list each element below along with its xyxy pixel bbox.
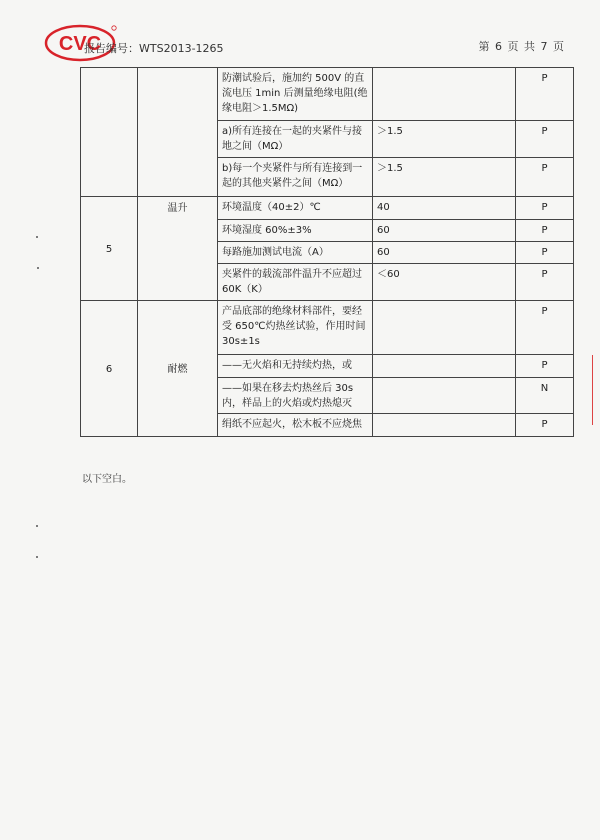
result-cell: N [516, 378, 574, 414]
requirement-cell: 产品底部的绝缘材料部件，要经受 650℃灼热丝试验，作用时间 30s±1s [218, 301, 373, 355]
result-cell: P [516, 242, 574, 264]
requirement-cell: 夹紧件的载流部件温升不应超过 60K（K） [218, 264, 373, 301]
measured-cell: ＜60 [373, 264, 516, 301]
item-number-cell [81, 68, 138, 197]
measured-cell: 60 [373, 220, 516, 242]
scan-speck [36, 525, 38, 527]
margin-mark [592, 355, 593, 425]
requirement-cell: 防潮试验后，施加约 500V 的直流电压 1min 后测量绝缘电阻(绝缘电阻＞1.5MΩ) [218, 68, 373, 121]
scan-speck [36, 556, 38, 558]
requirement-cell: ——无火焰和无持续灼热，或 [218, 355, 373, 378]
report-number: 报告编号：WTS2013-1265 [84, 42, 224, 55]
item-name-cell: 耐燃 [138, 301, 218, 437]
result-cell: P [516, 158, 574, 197]
measured-cell [373, 378, 516, 414]
requirement-cell: a)所有连接在一起的夹紧件与接地之间（MΩ） [218, 121, 373, 158]
result-cell: P [516, 68, 574, 121]
test-results-table [80, 67, 574, 437]
item-name-cell: 温升 [138, 197, 218, 301]
blank-below-note: 以下空白。 [82, 474, 132, 485]
measured-cell: ＞1.5 [373, 121, 516, 158]
result-cell: P [516, 355, 574, 378]
measured-cell: 60 [373, 242, 516, 264]
page-number: 第 6 页 共 7 页 [478, 40, 564, 53]
result-cell: P [516, 414, 574, 437]
result-cell: P [516, 197, 574, 220]
result-cell: P [516, 264, 574, 301]
table-row [81, 197, 574, 220]
measured-cell [373, 301, 516, 355]
measured-cell: 40 [373, 197, 516, 220]
result-cell: P [516, 121, 574, 158]
logo-text: CVC [58, 33, 102, 55]
requirement-cell: 环境湿度 60%±3% [218, 220, 373, 242]
scan-speck [37, 267, 39, 269]
item-number-cell: 6 [81, 301, 138, 437]
table-row [81, 301, 574, 355]
measured-cell: ＞1.5 [373, 158, 516, 197]
measured-cell [373, 414, 516, 437]
result-cell: P [516, 301, 574, 355]
requirement-cell: 每路施加测试电流（A） [218, 242, 373, 264]
requirement-cell: ——如果在移去灼热丝后 30s 内，样品上的火焰或灼热熄灭 [218, 378, 373, 414]
requirement-cell: b)每一个夹紧件与所有连接到一起的其他夹紧件之间（MΩ） [218, 158, 373, 197]
item-name-cell [138, 68, 218, 197]
measured-cell [373, 355, 516, 378]
item-number-cell: 5 [81, 197, 138, 301]
requirement-cell: 绢纸不应起火，松木板不应烧焦 [218, 414, 373, 437]
table-row [81, 68, 574, 121]
scan-speck [36, 236, 38, 238]
measured-cell [373, 68, 516, 121]
result-cell: P [516, 220, 574, 242]
requirement-cell: 环境温度（40±2）℃ [218, 197, 373, 220]
